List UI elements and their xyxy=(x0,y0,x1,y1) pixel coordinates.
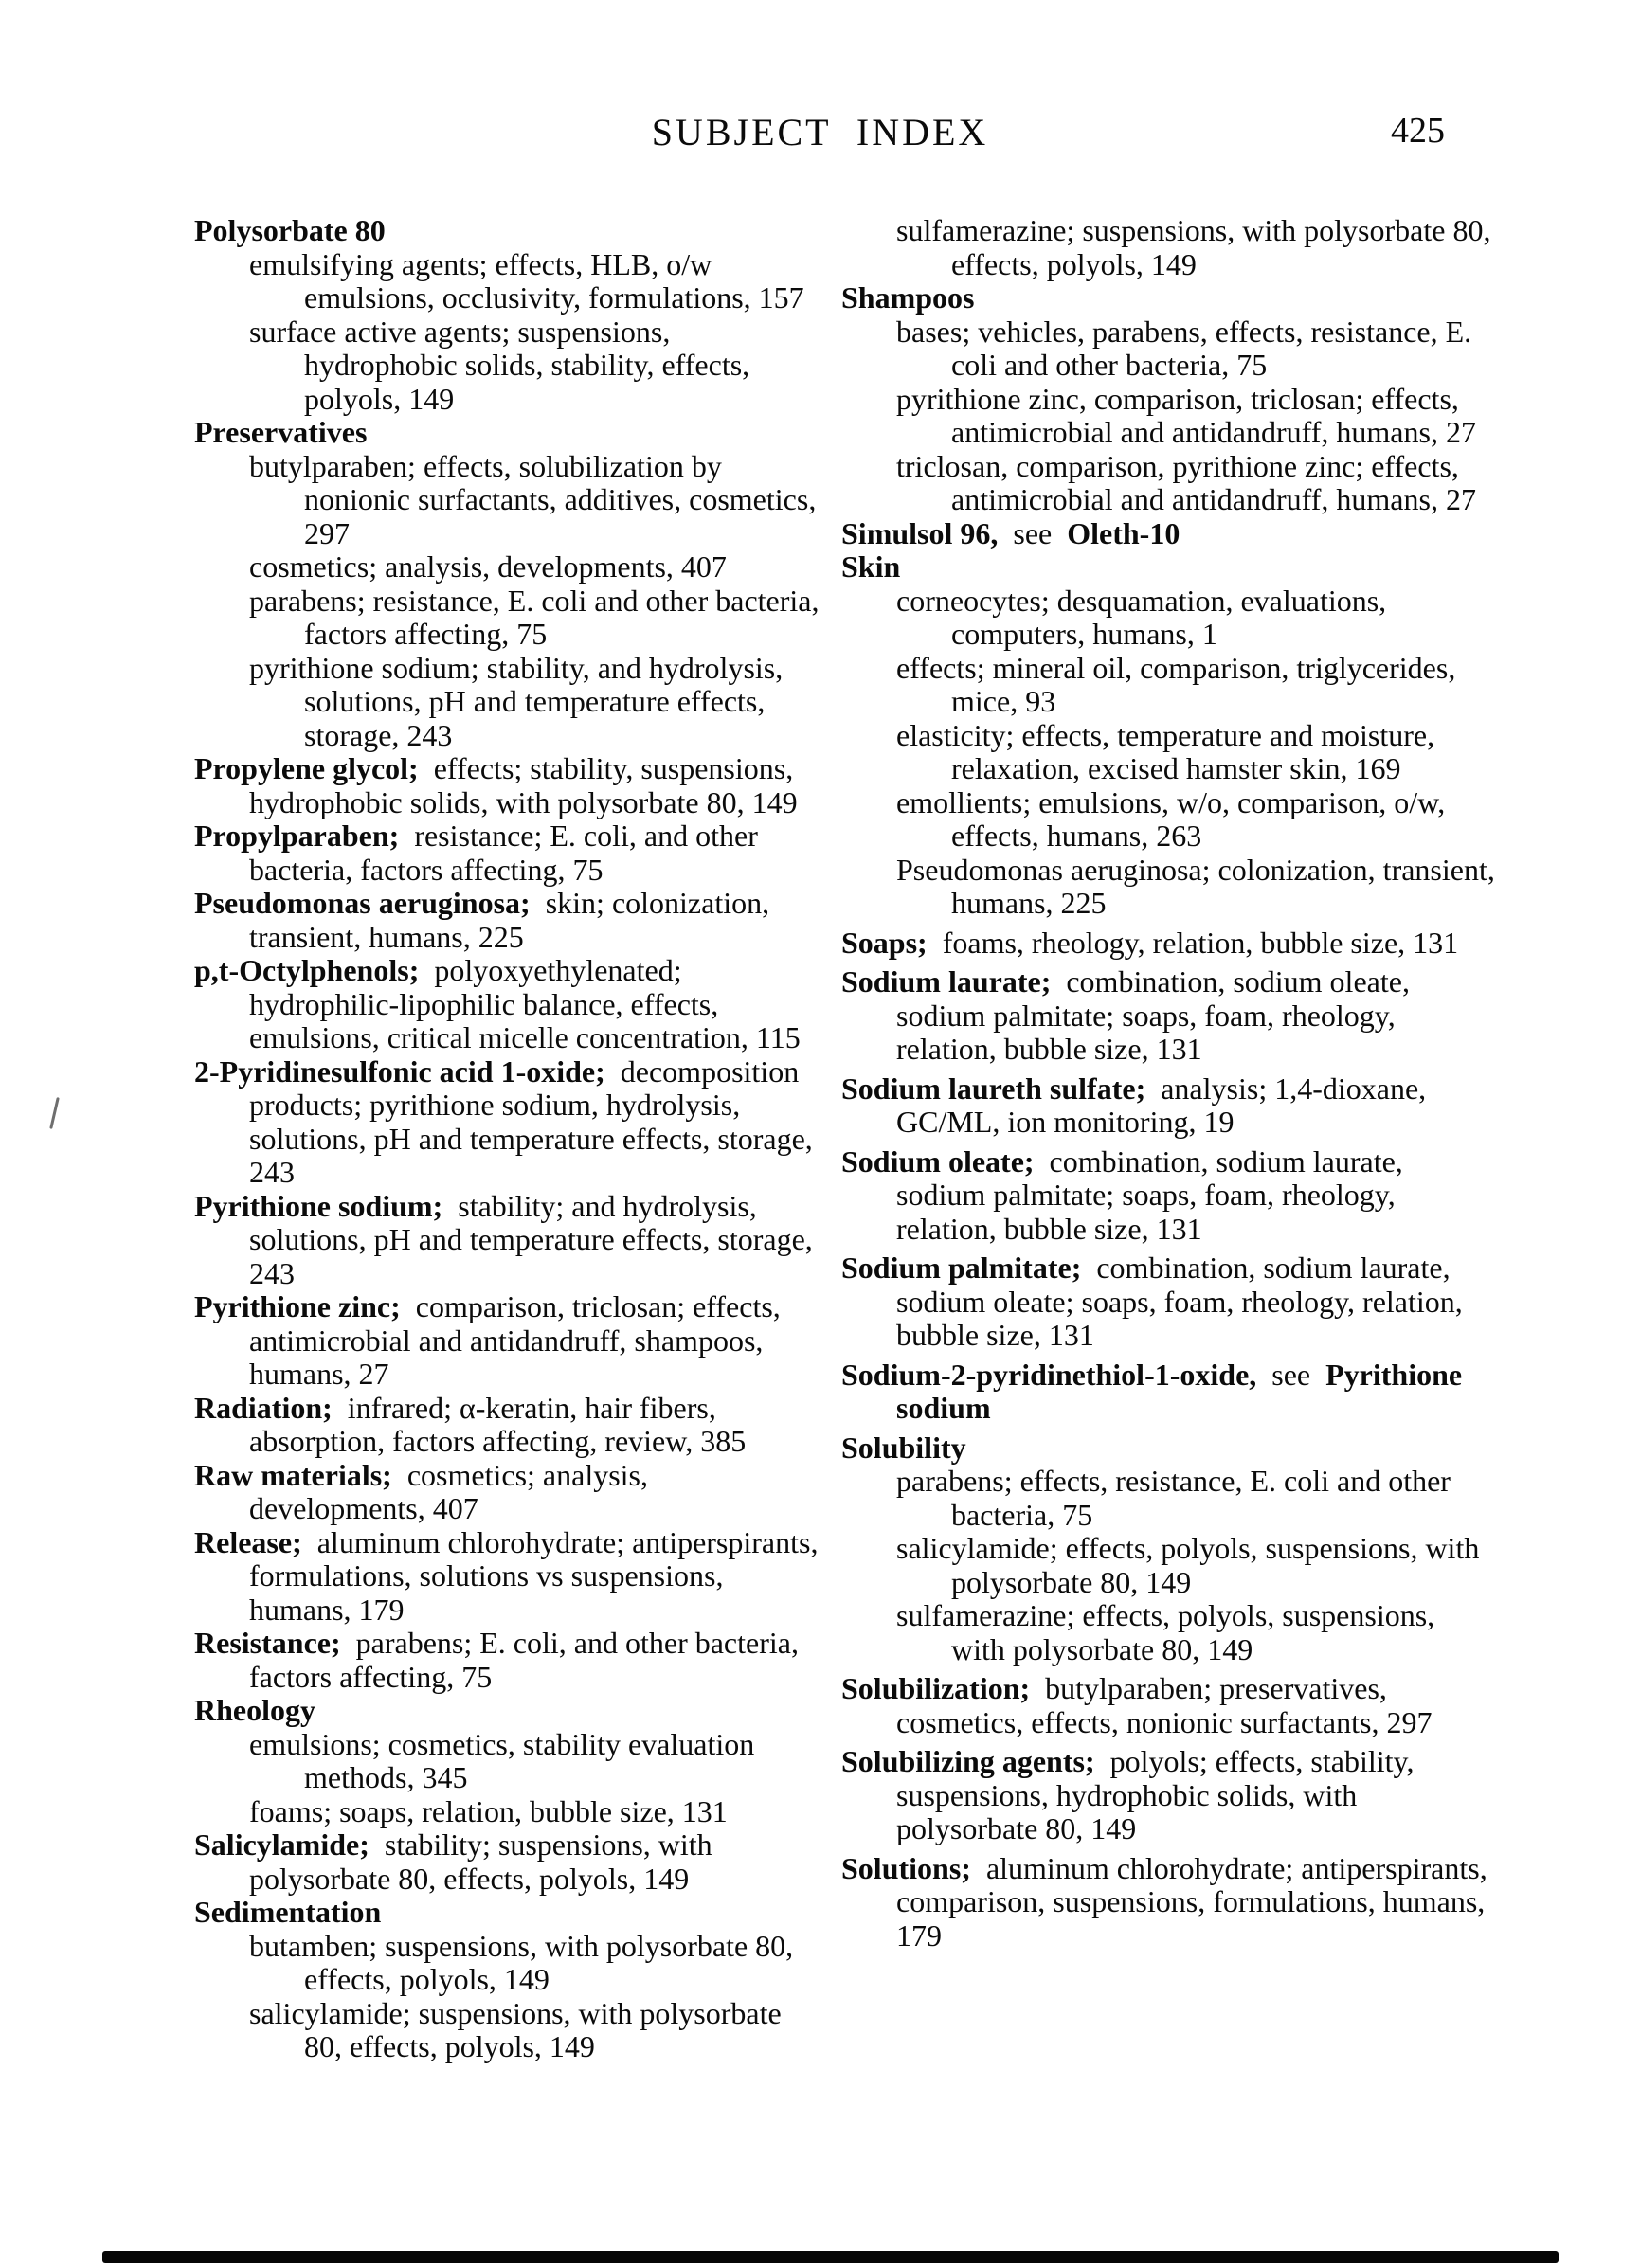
index-entry xyxy=(194,214,820,416)
entry-headword: Solubilization; xyxy=(841,1671,1031,1705)
entry-headword: Sodium palmitate; xyxy=(841,1251,1082,1285)
index-entry xyxy=(841,550,1495,921)
entry-headword: Sodium laureth sulfate; xyxy=(841,1071,1146,1106)
index-entry xyxy=(194,1290,820,1392)
entry-headword: Raw materials; xyxy=(194,1457,392,1492)
page-header xyxy=(0,110,1640,152)
index-entry xyxy=(841,1745,1495,1846)
entry-headword: Solubility xyxy=(841,1430,966,1465)
entry-subline: pyrithione zinc, comparison, triclosan; effects, antimicrobial and antidandruff, humans, 27 xyxy=(896,381,1476,449)
index-entry xyxy=(194,1190,820,1291)
entry-text: polyols; effects, stability, suspensions, hydrophobic solids, with polysorbate 80, 149 xyxy=(896,1744,1415,1845)
index-entry xyxy=(194,819,820,887)
entry-subline: sulfamerazine; effects, polyols, suspensions, with polysorbate 80, 149 xyxy=(896,1598,1435,1666)
entry-headword: Sodium-2-pyridinethiol-1-oxide, xyxy=(841,1357,1257,1392)
see-label: see xyxy=(1013,515,1053,550)
index-entry xyxy=(194,752,820,819)
entry-headword: Solubilizing agents; xyxy=(841,1744,1095,1778)
entry-headword: Skin xyxy=(841,549,901,584)
entry-subline: salicylamide; effects, polyols, suspensions, with polysorbate 80, 149 xyxy=(896,1531,1480,1599)
entry-text: comparison, triclosan; effects, antimicrobial and antidandruff, shampoos, humans, 27 xyxy=(249,1289,781,1391)
entry-text: combination, sodium laurate, sodium palmitate; soaps, foam, rheology, relation, bubble size, 131 xyxy=(896,1143,1403,1246)
entry-text: effects; stability, suspensions, hydrophobic solids, with polysorbate 80, 149 xyxy=(249,751,798,819)
entry-headword: Pseudomonas aeruginosa; xyxy=(194,886,531,920)
entry-headword: Rheology xyxy=(194,1693,315,1727)
entry-headword: Preservatives xyxy=(194,415,368,449)
index-entry xyxy=(841,1072,1495,1140)
entry-text: cosmetics; analysis, developments, 407 xyxy=(249,1457,648,1525)
scan-artifact-bar xyxy=(102,2251,1559,2263)
index-entry xyxy=(194,1459,820,1526)
entry-headword: Salicylamide; xyxy=(194,1827,369,1862)
index-entry xyxy=(841,927,1495,961)
see-label: see xyxy=(1271,1357,1311,1392)
index-entry xyxy=(194,1627,820,1694)
entry-text: decomposition products; pyrithione sodium, hydrolysis, solutions, pH and temperature effects, storage, 243 xyxy=(249,1053,813,1189)
index-entry xyxy=(194,1392,820,1459)
index-entry xyxy=(841,1672,1495,1739)
page-number: 425 xyxy=(1391,111,1445,151)
entry-subline: bases; vehicles, parabens, effects, resistance, E. coli and other bacteria, 75 xyxy=(896,314,1472,382)
index-column-left xyxy=(194,214,820,2064)
entry-subline: salicylamide; suspensions, with polysorbate 80, effects, polyols, 149 xyxy=(249,1995,782,2063)
scan-margin-mark xyxy=(49,1097,60,1129)
entry-text: infrared; α-keratin, hair fibers, absorption, factors affecting, review, 385 xyxy=(249,1390,747,1458)
entry-subline: elasticity; effects, temperature and moisture, relaxation, excised hamster skin, 169 xyxy=(896,717,1435,785)
entry-text: analysis; 1,4-dioxane, GC/ML, ion monitoring, 19 xyxy=(896,1071,1427,1139)
entry-text: parabens; E. coli, and other bacteria, factors affecting, 75 xyxy=(249,1626,799,1694)
entry-subline: triclosan, comparison, pyrithione zinc; effects, antimicrobial and antidandruff, humans, 27 xyxy=(896,448,1476,516)
entry-subline: pyrithione sodium; stability, and hydrolysis, solutions, pH and temperature effects, storage, 243 xyxy=(249,650,784,752)
entry-headword: Sodium laurate; xyxy=(841,964,1052,999)
entry-text: foams, rheology, relation, bubble size, 131 xyxy=(942,925,1459,960)
entry-subline: emulsions; cosmetics, stability evaluation methods, 345 xyxy=(249,1726,755,1794)
entry-text: skin; colonization, transient, humans, 225 xyxy=(249,886,770,954)
index-entry xyxy=(841,281,1495,517)
entry-headword: Shampoos xyxy=(841,280,975,315)
see-target: Pyrithione sodium xyxy=(896,1357,1463,1425)
entry-subline: effects; mineral oil, comparison, triglycerides, mice, 93 xyxy=(896,650,1456,718)
entry-headword: Sodium oleate; xyxy=(841,1143,1035,1179)
index-entry xyxy=(841,965,1495,1067)
index-entry-cross-reference xyxy=(841,1359,1495,1426)
entry-text: combination, sodium laurate, sodium oleate; soaps, foam, rheology, relation, bubble size, 131 xyxy=(896,1251,1463,1352)
entry-subline: surface active agents; suspensions, hydrophobic solids, stability, effects, polyols, 149 xyxy=(249,314,750,416)
entry-headword: Propylene glycol; xyxy=(194,751,419,785)
index-entry xyxy=(194,1828,820,1896)
index-entry xyxy=(194,1526,820,1628)
entry-headword: 2-Pyridinesulfonic acid 1-oxide; xyxy=(194,1053,605,1089)
index-entry xyxy=(841,1251,1495,1353)
entry-text: stability; suspensions, with polysorbate 80, effects, polyols, 149 xyxy=(249,1827,712,1896)
entry-text: stability; and hydrolysis, solutions, pH and temperature effects, storage, 243 xyxy=(249,1188,813,1290)
entry-subline: butamben; suspensions, with polysorbate 80, effects, polyols, 149 xyxy=(249,1928,794,1996)
entry-headword: Radiation; xyxy=(194,1390,333,1425)
entry-headword: Release; xyxy=(194,1524,302,1559)
entry-subline: cosmetics; analysis, developments, 407 xyxy=(249,549,727,584)
entry-subline: sulfamerazine; suspensions, with polysorbate 80, effects, polyols, 149 xyxy=(896,213,1491,281)
entry-headword: p,t-Octylphenols; xyxy=(194,953,420,987)
index-entry-continuation xyxy=(841,214,1495,281)
entry-headword: Resistance; xyxy=(194,1626,341,1660)
entry-subline: foams; soaps, relation, bubble size, 131 xyxy=(249,1793,728,1828)
index-entry xyxy=(841,1145,1495,1247)
entry-subline: butylparaben; effects, solubilization by nonionic surfactants, additives, cosmetics, 297 xyxy=(249,448,817,550)
entry-text: combination, sodium oleate, sodium palmitate; soaps, foam, rheology, relation, bubble size, 131 xyxy=(896,964,1410,1066)
entry-headword: Soaps; xyxy=(841,925,928,960)
entry-text: butylparaben; preservatives, cosmetics, effects, nonionic surfactants, 297 xyxy=(896,1671,1433,1739)
index-entry xyxy=(194,1896,820,2064)
index-entry xyxy=(194,416,820,752)
entry-headword: Propylparaben; xyxy=(194,819,400,853)
entry-headword: Simulsol 96, xyxy=(841,515,999,550)
entry-headword: Polysorbate 80 xyxy=(194,213,386,247)
entry-subline: corneocytes; desquamation, evaluations, computers, humans, 1 xyxy=(896,583,1387,651)
entry-subline: emulsifying agents; effects, HLB, o/w emulsions, occlusivity, formulations, 157 xyxy=(249,246,804,315)
index-entry xyxy=(194,1694,820,1828)
entry-subline: parabens; resistance, E. coli and other bacteria, factors affecting, 75 xyxy=(249,583,820,651)
index-column-right xyxy=(841,214,1495,1953)
index-entry xyxy=(841,1431,1495,1667)
entry-subline: Pseudomonas aeruginosa; colonization, transient, humans, 225 xyxy=(896,852,1495,920)
index-entry xyxy=(194,954,820,1055)
entry-text: resistance; E. coli, and other bacteria, factors affecting, 75 xyxy=(249,819,758,887)
entry-headword: Pyrithione sodium; xyxy=(194,1188,443,1223)
index-entry xyxy=(841,1852,1495,1953)
index-entry xyxy=(194,1055,820,1190)
entry-headword: Solutions; xyxy=(841,1850,971,1885)
entry-headword: Pyrithione zinc; xyxy=(194,1289,401,1323)
entry-subline: parabens; effects, resistance, E. coli and other bacteria, 75 xyxy=(896,1464,1451,1532)
index-entry-cross-reference xyxy=(841,517,1495,551)
see-target: Oleth-10 xyxy=(1067,515,1180,550)
entry-headword: Sedimentation xyxy=(194,1895,382,1929)
entry-text: aluminum chlorohydrate; antiperspirants, formulations, solutions vs suspensions, humans, 179 xyxy=(249,1524,819,1627)
index-entry xyxy=(194,887,820,954)
entry-text: aluminum chlorohydrate; antiperspirants, comparison, suspensions, formulations, humans, 179 xyxy=(896,1850,1487,1953)
entry-subline: emollients; emulsions, w/o, comparison, o/w, effects, humans, 263 xyxy=(896,784,1446,853)
entry-text: polyoxyethylenated; hydrophilic-lipophilic balance, effects, emulsions, critical micelle concentration, 115 xyxy=(249,953,801,1054)
page-title: SUBJECT INDEX xyxy=(651,111,989,153)
